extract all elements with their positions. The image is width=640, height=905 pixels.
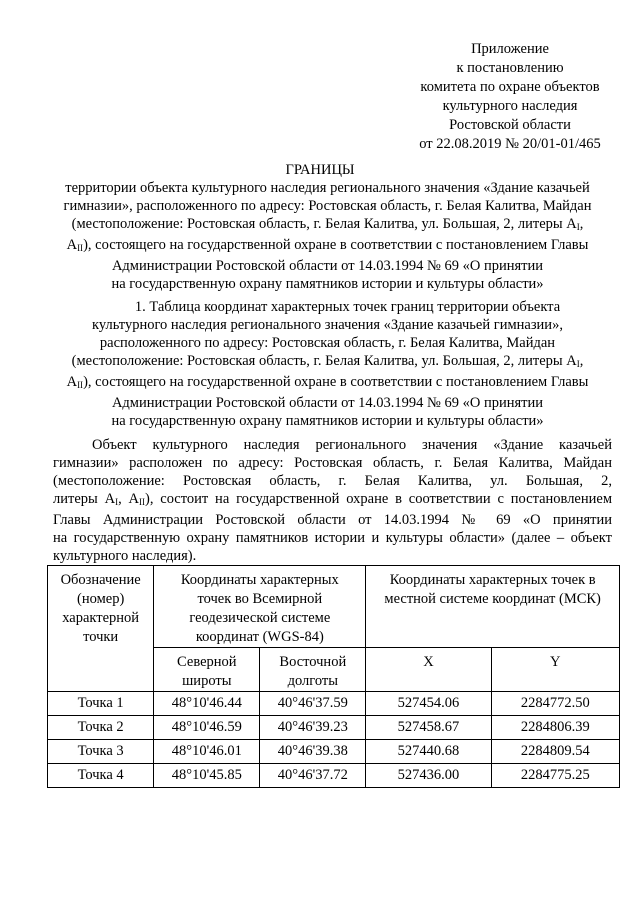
section-line: 1. Таблица координат характерных точек границ территории объекта — [134, 299, 561, 315]
cell-longitude: 40°46'39.23 — [260, 716, 366, 740]
cell-latitude: 48°10'46.44 — [154, 692, 260, 716]
cell-y: 2284806.39 — [491, 716, 619, 740]
paragraph-line: Объект культурного наследия регионального значения «Здание казачьей — [92, 437, 612, 453]
paragraph-line: на государственную охрану памятников истории и культуры области» (далее – объект — [53, 530, 612, 546]
cell-point-name: Точка 1 — [48, 692, 154, 716]
cell-y: 2284772.50 — [491, 692, 619, 716]
header-msk-coordinates: Координаты характерных точек в местной системе координат (МСК) — [366, 566, 620, 648]
section-line: культурного наследия регионального значения «Здание казачьей гимназии», — [92, 317, 563, 333]
table-row — [48, 740, 620, 764]
cell-latitude: 48°10'46.01 — [154, 740, 260, 764]
table-header-row — [48, 566, 620, 648]
cell-latitude: 48°10'45.85 — [154, 764, 260, 788]
section-line: расположенного по адресу: Ростовская область, г. Белая Калитва, Майдан — [99, 335, 556, 351]
title-line: на государственную охрану памятников истории и культуры области» — [111, 276, 544, 292]
appendix-line: комитета по охране объектов — [420, 79, 600, 95]
cell-longitude: 40°46'37.59 — [260, 692, 366, 716]
cell-point-name: Точка 2 — [48, 716, 154, 740]
document-title: ГРАНИЦЫ — [285, 162, 355, 178]
header-wgs84-coordinates: Координаты характерных точек во Всемирной геодезической системе координат (WGS-84) — [154, 566, 366, 648]
section-1-heading — [40, 298, 615, 430]
header-y: Y — [491, 648, 619, 692]
table-row — [48, 716, 620, 740]
cell-x: 527436.00 — [366, 764, 491, 788]
appendix-line: Приложение — [471, 41, 549, 57]
section-line: (местоположение: Ростовская область, г. Белая Калитва, ул. Большая, 2, литеры $А_I$, — [71, 353, 584, 369]
object-description-paragraph — [53, 436, 612, 565]
paragraph-line: культурного наследия). — [53, 548, 197, 564]
cell-latitude: 48°10'46.59 — [154, 716, 260, 740]
appendix-line: к постановлению — [456, 60, 564, 76]
header-x: X — [366, 648, 491, 692]
cell-x: 527458.67 — [366, 716, 491, 740]
appendix-line: культурного наследия — [442, 98, 578, 114]
appendix-header — [380, 40, 640, 154]
header-point-designation: Обозначение (номер) характерной точки — [48, 566, 154, 692]
table-row — [48, 692, 620, 716]
title-line: $А_{II}$), состоящего на государственной охране в соответствии с постановлением Главы — [66, 237, 589, 253]
title-line: (местоположение: Ростовская область, г. Белая Калитва, ул. Большая, 2, литеры $А_I$, — [71, 216, 584, 232]
title-line: гимназии», расположенного по адресу: Ростовская область, г. Белая Калитва, Майдан — [63, 198, 592, 214]
table-row — [48, 764, 620, 788]
appendix-line: Ростовской области — [449, 117, 571, 133]
paragraph-line: гимназии» расположен по адресу: Ростовская область, г. Белая Калитва, Майдан — [53, 455, 612, 471]
header-longitude: Восточной долготы — [260, 648, 366, 692]
cell-longitude: 40°46'37.72 — [260, 764, 366, 788]
title-line: территории объекта культурного наследия регионального значения «Здание казачьей — [65, 180, 590, 196]
cell-longitude: 40°46'39.38 — [260, 740, 366, 764]
paragraph-line: (местоположение: Ростовская область, г. Белая Калитва, ул. Большая, 2, — [53, 473, 612, 489]
cell-x: 527440.68 — [366, 740, 491, 764]
title-line: Администрации Ростовской области от 14.03.1994 № 69 «О принятии — [111, 258, 544, 274]
cell-point-name: Точка 4 — [48, 764, 154, 788]
section-line: $А_{II}$), состоящего на государственной охране в соответствии с постановлением Главы — [66, 374, 589, 390]
section-line: Администрации Ростовской области от 14.03.1994 № 69 «О принятии — [111, 395, 544, 411]
cell-y: 2284775.25 — [491, 764, 619, 788]
coordinates-table — [47, 565, 620, 788]
header-latitude: Северной широты — [154, 648, 260, 692]
cell-point-name: Точка 3 — [48, 740, 154, 764]
cell-x: 527454.06 — [366, 692, 491, 716]
paragraph-line: литеры $А_I$, $А_{II}$), состоит на государственной охране в соответствии с постановлением — [53, 491, 612, 507]
title-description — [40, 179, 615, 293]
appendix-line: от 22.08.2019 № 20/01-01/465 — [419, 136, 601, 152]
section-line: на государственную охрану памятников истории и культуры области» — [111, 413, 544, 429]
paragraph-line: Главы Администрации Ростовской области от 14.03.1994 № 69 «О принятии — [53, 512, 612, 528]
cell-y: 2284809.54 — [491, 740, 619, 764]
